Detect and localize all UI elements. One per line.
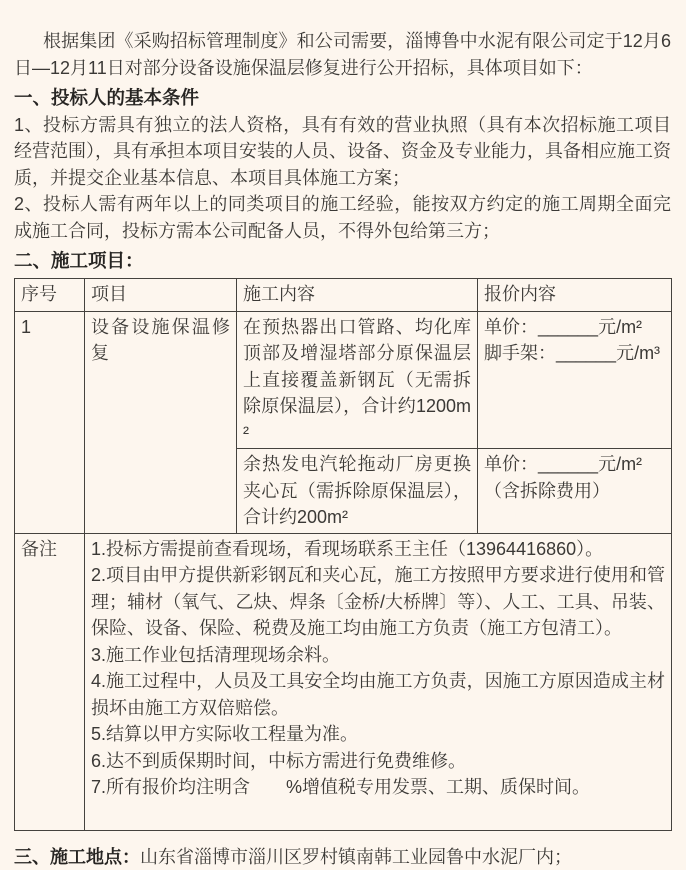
cell-quote-1	[478, 311, 672, 449]
quote-unit-price-1: 单价：______元/m²	[484, 314, 665, 341]
section3-address: 山东省淄博市淄川区罗村镇南韩工业园鲁中水泥厂内；	[140, 847, 572, 867]
quote-scaffold-price: 脚手架：______元/m³	[484, 340, 665, 367]
table-header-row	[15, 278, 672, 311]
cell-work-content-2: 余热发电汽轮拖动厂房更换夹心瓦（需拆除原保温层），合计约200m²	[237, 449, 478, 534]
cell-seq-number: 1	[15, 311, 85, 533]
construction-project-table	[14, 278, 672, 831]
remark-item-6: 6.达不到质保期时间，中标方需进行免费维修。	[91, 748, 665, 775]
section3-heading: 三、施工地点：	[14, 847, 140, 867]
cell-remark-content	[85, 533, 672, 830]
remark-item-5: 5.结算以甲方实际收工程量为准。	[91, 721, 665, 748]
intro-paragraph: 根据集团《采购招标管理制度》和公司需要，淄博鲁中水泥有限公司定于12月6日—12月11日对部分设备设施保温层修复进行公开招标，具体项目如下：	[14, 28, 671, 81]
column-header-seq: 序号	[15, 278, 85, 311]
remark-item-7: 7.所有报价均注明含 %增值税专用发票、工期、质保时间。	[91, 774, 665, 801]
remark-item-3: 3.施工作业包括清理现场余料。	[91, 642, 665, 669]
remark-item-4: 4.施工过程中，人员及工具安全均由施工方负责，因施工方原因造成主材损坏由施工方双倍赔偿。	[91, 668, 665, 721]
section1-heading: 一、投标人的基本条件	[14, 85, 671, 112]
section3-location-line	[14, 844, 671, 870]
remark-item-2: 2.项目由甲方提供新彩钢瓦和夹心瓦，施工方按照甲方要求进行使用和管理；辅材（氧气、乙炔、焊条〔金桥/大桥牌〕等）、人工、工具、吊装、保险、设备、保险、税费及施工均由施工方负责（施工方包清工）。	[91, 562, 665, 642]
column-header-content: 施工内容	[237, 278, 478, 311]
bidder-condition-2: 2、投标人需有两年以上的同类项目的施工经验，能按双方约定的施工周期全面完成施工合同，投标方需本公司配备人员，不得外包给第三方；	[14, 191, 671, 244]
table-row-project1-sub1	[15, 311, 672, 449]
quote-demolition-note: （含拆除费用）	[484, 478, 665, 505]
remark-item-1: 1.投标方需提前查看现场，看现场联系王主任（13964416860）。	[91, 536, 665, 563]
section2-heading: 二、施工项目：	[14, 248, 671, 275]
column-header-quote: 报价内容	[478, 278, 672, 311]
cell-remark-label: 备注	[15, 533, 85, 830]
cell-quote-2	[478, 449, 672, 534]
cell-work-content-1: 在预热器出口管路、均化库顶部及增湿塔部分原保温层上直接覆盖新钢瓦（无需拆除原保温层），合计约1200m²	[237, 311, 478, 449]
table-row-remarks	[15, 533, 672, 830]
cell-project-name: 设备设施保温修复	[85, 311, 237, 533]
bidder-condition-1: 1、投标方需具有独立的法人资格，具有有效的营业执照（具有本次招标施工项目经营范围），具有承担本项目安装的人员、设备、资金及专业能力，具备相应施工资质，并提交企业基本信息、本项目具体施工方案；	[14, 112, 671, 192]
quote-unit-price-2: 单价：______元/m²	[484, 451, 665, 478]
column-header-project: 项目	[85, 278, 237, 311]
